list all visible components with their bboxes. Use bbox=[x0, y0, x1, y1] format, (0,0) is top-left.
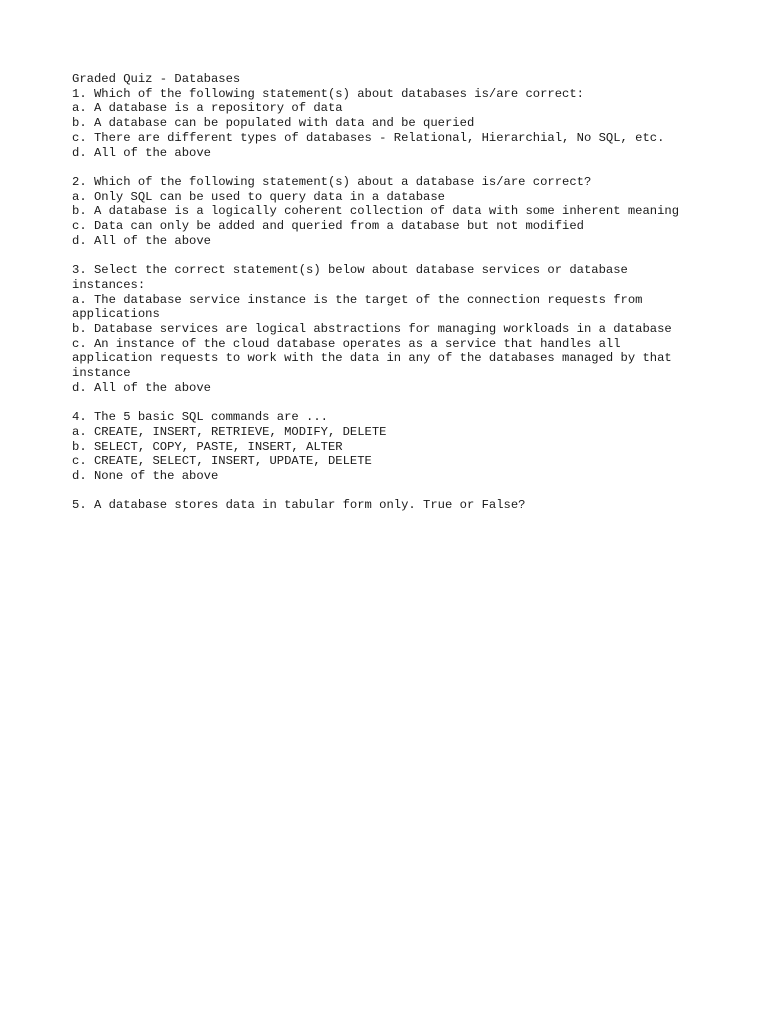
question-3-option-c-line-2: application requests to work with the data in any of the databases managed by that bbox=[72, 351, 672, 366]
question-1-text: 1. Which of the following statement(s) about databases is/are correct: bbox=[72, 86, 584, 101]
question-4-option-c: c. CREATE, SELECT, INSERT, UPDATE, DELETE bbox=[72, 454, 372, 469]
question-4-text: 4. The 5 basic SQL commands are ... bbox=[72, 410, 328, 425]
question-1-option-d: d. All of the above bbox=[72, 145, 211, 160]
question-2-option-a: a. Only SQL can be used to query data in a database bbox=[72, 189, 445, 204]
question-2-block bbox=[72, 175, 712, 249]
question-4-option-d: d. None of the above bbox=[72, 468, 219, 483]
question-3-option-d: d. All of the above bbox=[72, 380, 211, 395]
question-4-block bbox=[72, 410, 712, 484]
document-title: Graded Quiz - Databases bbox=[72, 72, 241, 86]
question-3-option-c-line-1: c. An instance of the cloud database operates as a service that handles all bbox=[72, 336, 621, 351]
question-5-block bbox=[72, 498, 712, 513]
question-4-option-a: a. CREATE, INSERT, RETRIEVE, MODIFY, DELETE bbox=[72, 424, 387, 439]
question-2-text: 2. Which of the following statement(s) about a database is/are correct? bbox=[72, 174, 592, 189]
question-2-option-c: c. Data can only be added and queried from a database but not modified bbox=[72, 219, 584, 234]
question-3-option-c-line-3: instance bbox=[72, 366, 131, 381]
question-5-text: 5. A database stores data in tabular form only. True or False? bbox=[72, 498, 526, 513]
question-1-option-c: c. There are different types of databases - Relational, Hierarchial, No SQL, etc. bbox=[72, 130, 665, 145]
question-1-block bbox=[72, 72, 712, 160]
question-1-option-b: b. A database can be populated with data and be queried bbox=[72, 116, 475, 131]
question-2-option-b: b. A database is a logically coherent collection of data with some inherent meaning bbox=[72, 204, 680, 219]
question-2-option-d: d. All of the above bbox=[72, 233, 211, 248]
question-3-option-a-line-2: applications bbox=[72, 307, 160, 322]
question-3-option-b: b. Database services are logical abstractions for managing workloads in a database bbox=[72, 321, 672, 336]
question-1-option-a: a. A database is a repository of data bbox=[72, 101, 343, 116]
question-3-option-a-line-1: a. The database service instance is the target of the connection requests from bbox=[72, 292, 643, 307]
question-3-block bbox=[72, 263, 712, 395]
question-3-text-line-1: 3. Select the correct statement(s) below about database services or database bbox=[72, 263, 628, 278]
question-3-text-line-2: instances: bbox=[72, 277, 146, 292]
question-4-option-b: b. SELECT, COPY, PASTE, INSERT, ALTER bbox=[72, 439, 343, 454]
quiz-document bbox=[72, 72, 712, 528]
